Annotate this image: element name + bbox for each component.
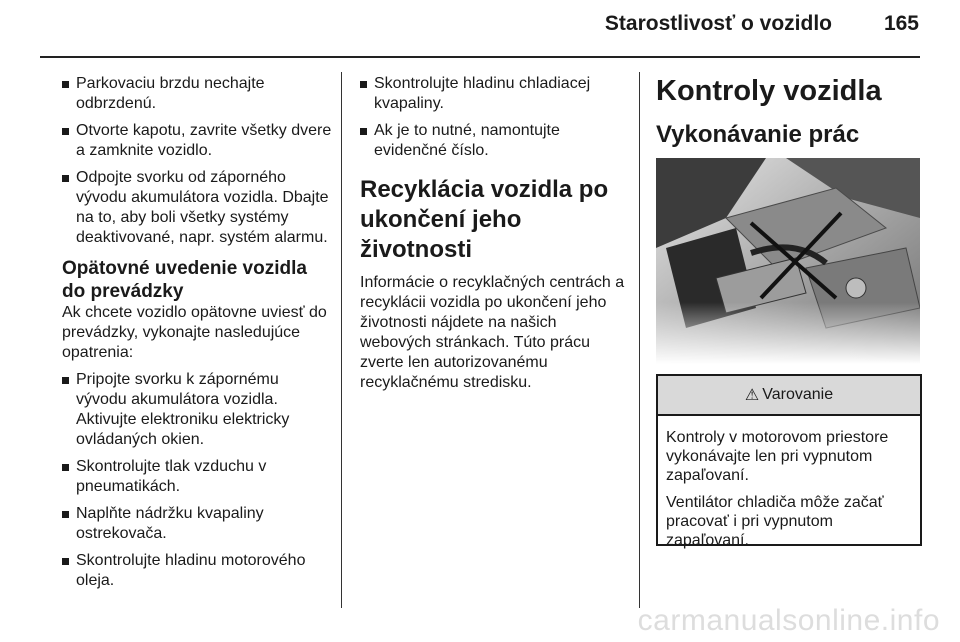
header-divider xyxy=(40,56,920,58)
chapter-heading: Kontroly vozidla xyxy=(656,75,882,107)
warning-body xyxy=(658,416,920,550)
list-item: Naplňte nádržku kvapaliny ostrekovača. xyxy=(62,504,332,544)
column-1 xyxy=(62,74,332,598)
bullet-list-bottom xyxy=(62,370,332,591)
column-2 xyxy=(360,74,628,393)
bullet-list-top xyxy=(62,74,332,248)
page-header-title: Starostlivosť o vozidlo xyxy=(604,12,832,35)
section-subheading: Opätovné uvedenie vozidla do prevádzky xyxy=(62,258,307,302)
watermark: carmanualsonline.info xyxy=(637,604,940,637)
warning-header xyxy=(658,376,920,416)
section-heading: Recyklácia vozidla po ukončení jeho životnosti xyxy=(360,176,609,263)
page-number: 165 xyxy=(883,12,919,35)
recycling-paragraph: Informácie o recyklačných centrách a recyklácii vozidla po ukončení jeho životnosti nájdete na našich webových stránkach. Túto prácu zverte len autorizovanému recyklačnému stredisku. xyxy=(360,274,625,391)
list-item: Parkovaciu brzdu nechajte odbrzdenú. xyxy=(62,74,332,114)
intro-paragraph: Ak chcete vozidlo opätovne uviesť do prevádzky, vykonajte nasledujúce opatrenia: xyxy=(62,304,327,361)
list-item: Odpojte svorku od záporného vývodu akumulátora vozidla. Dbajte na to, aby boli všetky systémy deaktivované, napr. systém alarmu. xyxy=(62,168,332,248)
warning-paragraph: Kontroly v motorovom priestore vykonávajte len pri vypnutom zapaľovaní. xyxy=(666,429,889,484)
chapter-subheading: Vykonávanie prác xyxy=(656,121,860,148)
warning-triangle-icon: ⚠ xyxy=(744,387,760,404)
list-item: Skontrolujte tlak vzduchu v pneumatikách. xyxy=(62,457,332,497)
bullet-list xyxy=(360,74,628,161)
column-divider-right xyxy=(639,72,640,608)
engine-bay-photo xyxy=(656,158,920,364)
column-divider-left xyxy=(341,72,342,608)
list-item: Ak je to nutné, namontujte evidenčné číslo. xyxy=(360,121,628,161)
list-item: Skontrolujte hladinu motorového oleja. xyxy=(62,551,332,591)
warning-title: Varovanie xyxy=(762,386,834,403)
warning-box xyxy=(656,374,922,549)
list-item: Pripojte svorku k zápornému vývodu akumulátora vozidla. Aktivujte elektroniku elektricky ovládaných okien. xyxy=(62,370,332,450)
list-item: Otvorte kapotu, zavrite všetky dvere a zamknite vozidlo. xyxy=(62,121,332,161)
column-3 xyxy=(656,74,920,150)
list-item: Skontrolujte hladinu chladiacej kvapaliny. xyxy=(360,74,628,114)
warning-paragraph: Ventilátor chladiča môže začať pracovať i pri vypnutom zapaľovaní. xyxy=(666,494,884,549)
